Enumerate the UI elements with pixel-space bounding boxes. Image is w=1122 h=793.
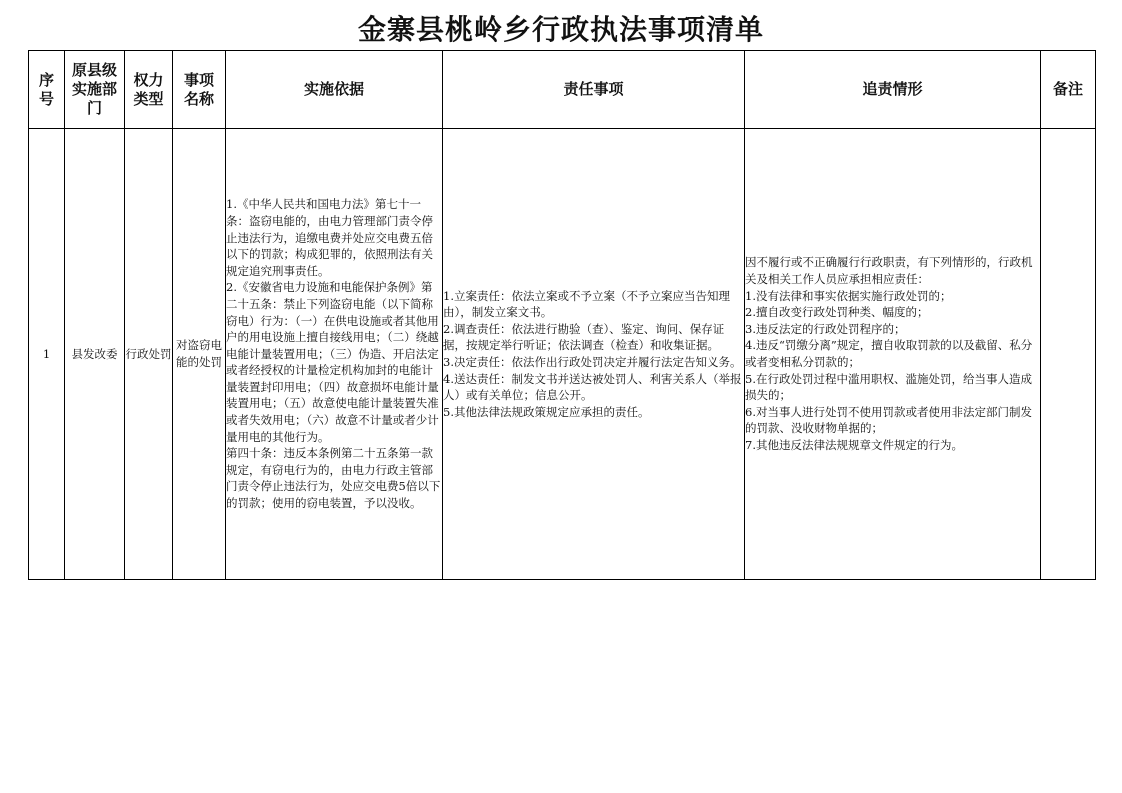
header-basis: 实施依据 <box>226 51 443 129</box>
cell-responsibilities: 1.立案责任：依法立案或不予立案（不予立案应当告知理由），制发立案文书。 2.调查责任：依法进行勘验（查）、鉴定、询问、保存证据，按规定举行听证；依法调查（检查）和收集证据。 3.决定责任：依法作出行政处罚决定并履行法定告知义务。 4.送达责任：制发文书并送达被处罚人、利害关系人（举报人）或有关单位；信息公开。 5.其他法律法规政策规定应承担的责任。 <box>443 129 745 580</box>
table-header-row <box>29 51 1096 129</box>
cell-basis: 1.《中华人民共和国电力法》第七十一条：盗窃电能的，由电力管理部门责令停止违法行为，追缴电费并处应交电费五倍以下的罚款；构成犯罪的，依照刑法有关规定追究刑事责任。 2.《安徽省电力设施和电能保护条例》第二十五条：禁止下列盗窃电能（以下简称窃电）行为：（一）在供电设施或者其他用户的用电设施上擅自接线用电；（二）绕越电能计量装置用电；（三）伪造、开启法定或者经授权的计量检定机构加封的电能计量装置封印用电；（四）故意损坏电能计量装置用电；（五）故意使电能计量装置失准或者失效用电；（六）故意不计量或者少计量用电的其他行为。 第四十条：违反本条例第二十五条第一款规定，有窃电行为的，由电力行政主管部门责令停止违法行为，处应交电费5倍以下的罚款；使用的窃电装置，予以没收。 <box>226 129 443 580</box>
header-responsibilities: 责任事项 <box>443 51 745 129</box>
header-department: 原县级实施部门 <box>65 51 125 129</box>
enforcement-matters-table <box>28 50 1096 580</box>
cell-seq: 1 <box>29 129 65 580</box>
document-title: 金寨县桃岭乡行政执法事项清单 <box>357 13 764 46</box>
header-seq: 序号 <box>29 51 65 129</box>
header-power-type: 权力类型 <box>125 51 173 129</box>
cell-power-type: 行政处罚 <box>125 129 173 580</box>
cell-item-name: 对盗窃电能的处罚 <box>173 129 226 580</box>
header-item-name: 事项名称 <box>173 51 226 129</box>
header-remarks: 备注 <box>1041 51 1096 129</box>
cell-remarks <box>1041 129 1096 580</box>
cell-accountability: 因不履行或不正确履行行政职责，有下列情形的，行政机关及相关工作人员应承担相应责任： 1.没有法律和事实依据实施行政处罚的； 2.擅自改变行政处罚种类、幅度的； 3.违反法定的行政处罚程序的； 4.违反“罚缴分离”规定，擅自收取罚款的以及截留、私分或者变相私分罚款的； 5.在行政处罚过程中滥用职权、滥施处罚，给当事人造成损失的； 6.对当事人进行处罚不使用罚款或者使用非法定部门制发的罚款、没收财物单据的； 7.其他违反法律法规规章文件规定的行为。 <box>745 129 1041 580</box>
cell-department: 县发改委 <box>65 129 125 580</box>
table-row <box>29 129 1096 580</box>
header-accountability: 追责情形 <box>745 51 1041 129</box>
